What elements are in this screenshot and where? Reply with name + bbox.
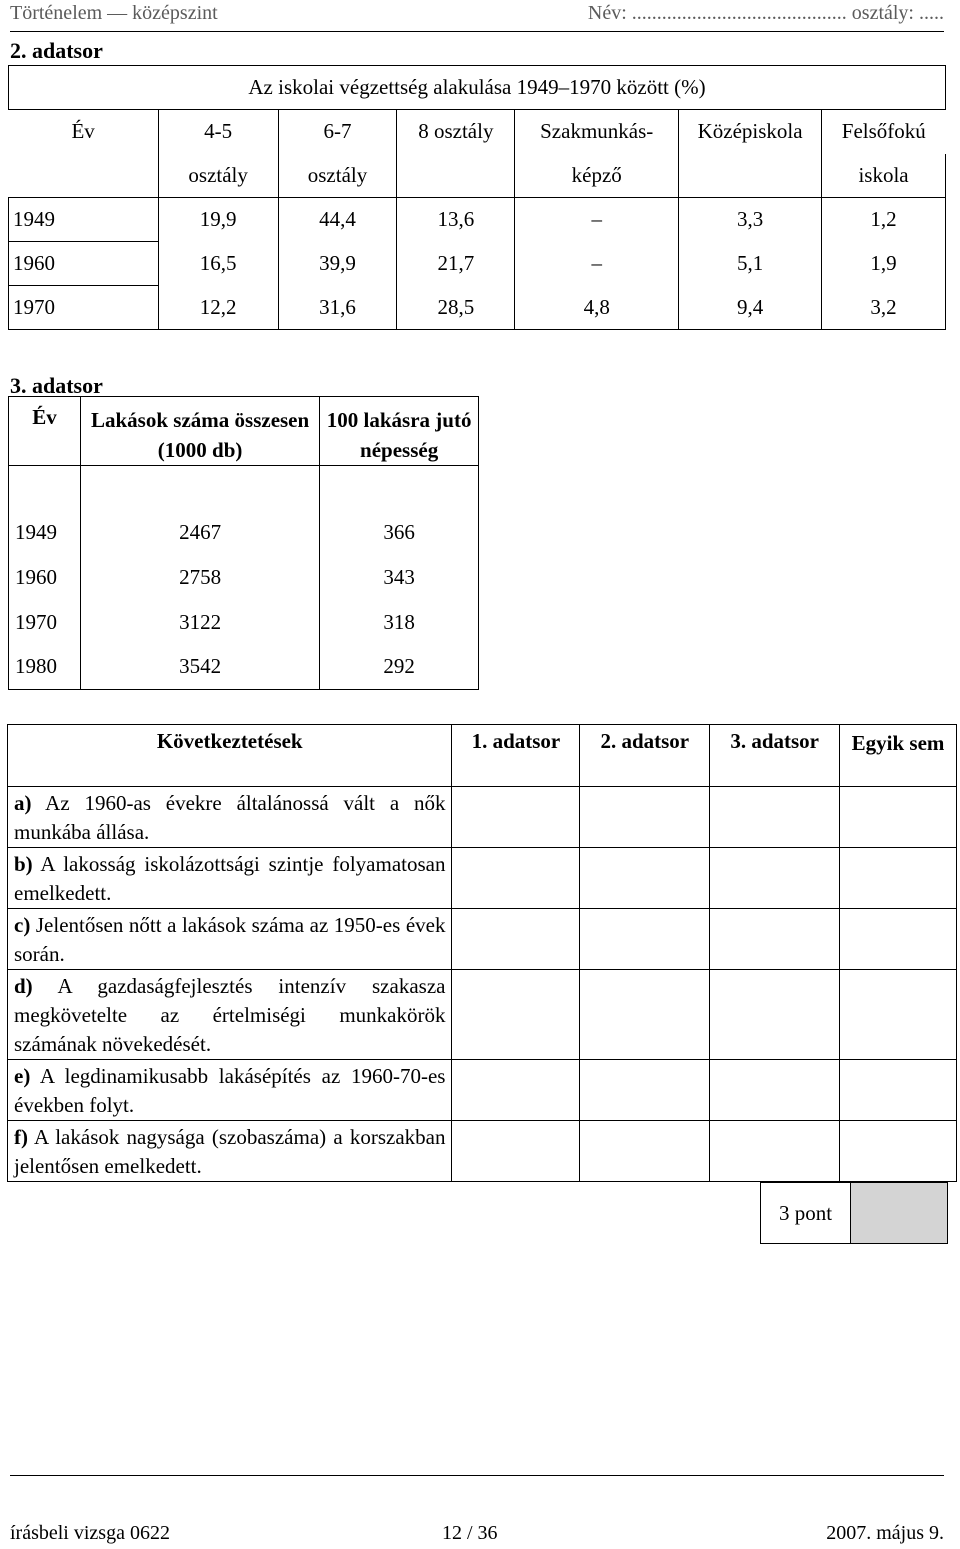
housing-cell: 3542 xyxy=(80,645,319,690)
page-footer xyxy=(10,1475,944,1545)
education-head-col5: Középiskola xyxy=(679,110,822,154)
conclusion-statement-e: e) A legdinamikusabb lakásépítés az 1960-70-es években folyt. xyxy=(8,1060,452,1121)
score-label: 3 pont xyxy=(761,1183,851,1243)
conclusions-head-set1: 1. adatsor xyxy=(452,725,580,787)
housing-cell: 2467 xyxy=(80,510,319,555)
education-head-col3: 8 osztály xyxy=(397,110,515,154)
housing-cell: 318 xyxy=(320,600,479,645)
housing-cell: 343 xyxy=(320,555,479,600)
answer-cell-a-3[interactable] xyxy=(710,787,840,848)
education-head-col6: Felsőfokú xyxy=(822,110,946,154)
education-cell: 28,5 xyxy=(397,286,515,330)
conclusions-head-none: Egyik sem xyxy=(840,725,957,787)
conclusion-statement-b: b) A lakosság iskolázottsági szintje folyamatosan emelkedett. xyxy=(8,848,452,909)
education-cell: – xyxy=(515,198,679,242)
header-rule xyxy=(10,31,944,32)
education-cell: 16,5 xyxy=(158,242,278,286)
answer-cell-a-1[interactable] xyxy=(452,787,580,848)
answer-cell-a-none[interactable] xyxy=(840,787,957,848)
education-cell: 3,3 xyxy=(679,198,822,242)
education-head-col1: 4-5 xyxy=(158,110,278,154)
answer-cell-f-2[interactable] xyxy=(580,1121,710,1182)
housing-head-count: Lakások száma összesen (1000 db) xyxy=(80,397,319,466)
answer-cell-e-none[interactable] xyxy=(840,1060,957,1121)
answer-cell-d-2[interactable] xyxy=(580,970,710,1060)
answer-cell-f-3[interactable] xyxy=(710,1121,840,1182)
education-cell: 1970 xyxy=(9,286,159,330)
education-head2-col3 xyxy=(397,154,515,198)
answer-cell-c-1[interactable] xyxy=(452,909,580,970)
education-cell: 1,9 xyxy=(822,242,946,286)
education-head-col2: 6-7 xyxy=(278,110,397,154)
education-cell: 12,2 xyxy=(158,286,278,330)
education-cell: 5,1 xyxy=(679,242,822,286)
answer-cell-c-2[interactable] xyxy=(580,909,710,970)
housing-cell: 366 xyxy=(320,510,479,555)
score-box xyxy=(760,1182,948,1244)
education-cell: 31,6 xyxy=(278,286,397,330)
answer-cell-e-2[interactable] xyxy=(580,1060,710,1121)
answer-cell-f-1[interactable] xyxy=(452,1121,580,1182)
score-field[interactable] xyxy=(851,1183,947,1243)
conclusion-statement-f: f) A lakások nagysága (szobaszáma) a korszakban jelentősen emelkedett. xyxy=(8,1121,452,1182)
answer-cell-a-2[interactable] xyxy=(580,787,710,848)
education-head2-year xyxy=(9,154,159,198)
education-table xyxy=(8,65,946,330)
education-cell: 9,4 xyxy=(679,286,822,330)
education-head2-col6: iskola xyxy=(822,154,946,198)
housing-cell: 1960 xyxy=(9,555,81,600)
education-cell: 1949 xyxy=(9,198,159,242)
answer-cell-e-1[interactable] xyxy=(452,1060,580,1121)
housing-cell: 1970 xyxy=(9,600,81,645)
education-head2-col4: képző xyxy=(515,154,679,198)
education-cell: 3,2 xyxy=(822,286,946,330)
section2-label: 2. adatsor xyxy=(10,38,103,63)
answer-cell-b-1[interactable] xyxy=(452,848,580,909)
answer-cell-b-3[interactable] xyxy=(710,848,840,909)
housing-cell: 1949 xyxy=(9,510,81,555)
answer-cell-d-1[interactable] xyxy=(452,970,580,1060)
conclusions-head-set2: 2. adatsor xyxy=(580,725,710,787)
footer-exam-code: írásbeli vizsga 0622 xyxy=(10,1522,170,1544)
education-cell: 4,8 xyxy=(515,286,679,330)
answer-cell-c-3[interactable] xyxy=(710,909,840,970)
education-head-year: Év xyxy=(9,110,159,154)
conclusion-statement-d: d) A gazdaságfejlesztés intenzív szakasza megkövetelte az értelmiségi munkakörök számának növekedését. xyxy=(8,970,452,1060)
page-header xyxy=(10,0,944,30)
answer-cell-c-none[interactable] xyxy=(840,909,957,970)
footer-page-number: 12 / 36 xyxy=(442,1522,498,1544)
education-table-title: Az iskolai végzettség alakulása 1949–1970 között (%) xyxy=(9,66,946,110)
education-cell: 44,4 xyxy=(278,198,397,242)
footer-date: 2007. május 9. xyxy=(826,1522,944,1544)
education-head2-col1: osztály xyxy=(158,154,278,198)
education-cell: 1,2 xyxy=(822,198,946,242)
answer-cell-e-3[interactable] xyxy=(710,1060,840,1121)
education-head2-col5 xyxy=(679,154,822,198)
housing-head-density: 100 lakásra jutó népesség xyxy=(320,397,479,466)
education-cell: – xyxy=(515,242,679,286)
housing-cell: 2758 xyxy=(80,555,319,600)
housing-table xyxy=(8,396,479,690)
footer-rule xyxy=(10,1475,944,1476)
education-cell: 39,9 xyxy=(278,242,397,286)
conclusion-statement-c: c) Jelentősen nőtt a lakások száma az 1950-es évek során. xyxy=(8,909,452,970)
education-cell: 19,9 xyxy=(158,198,278,242)
education-cell: 13,6 xyxy=(397,198,515,242)
housing-cell: 1980 xyxy=(9,645,81,690)
housing-cell: 292 xyxy=(320,645,479,690)
education-head-col4: Szakmunkás- xyxy=(515,110,679,154)
header-subject: Történelem — középszint xyxy=(10,2,218,24)
answer-cell-b-2[interactable] xyxy=(580,848,710,909)
conclusions-head-statement: Következtetések xyxy=(8,725,452,787)
education-cell: 21,7 xyxy=(397,242,515,286)
answer-cell-d-none[interactable] xyxy=(840,970,957,1060)
answer-cell-d-3[interactable] xyxy=(710,970,840,1060)
education-head2-col2: osztály xyxy=(278,154,397,198)
education-cell: 1960 xyxy=(9,242,159,286)
answer-cell-b-none[interactable] xyxy=(840,848,957,909)
conclusions-head-set3: 3. adatsor xyxy=(710,725,840,787)
section3-label: 3. adatsor xyxy=(10,373,103,398)
conclusions-table xyxy=(7,724,957,1182)
conclusion-statement-a: a) Az 1960-as évekre általánossá vált a nők munkába állása. xyxy=(8,787,452,848)
housing-head-year: Év xyxy=(9,397,81,466)
header-name-class-field: Név: ........................................... osztály: ..... xyxy=(587,2,944,24)
answer-cell-f-none[interactable] xyxy=(840,1121,957,1182)
housing-cell: 3122 xyxy=(80,600,319,645)
